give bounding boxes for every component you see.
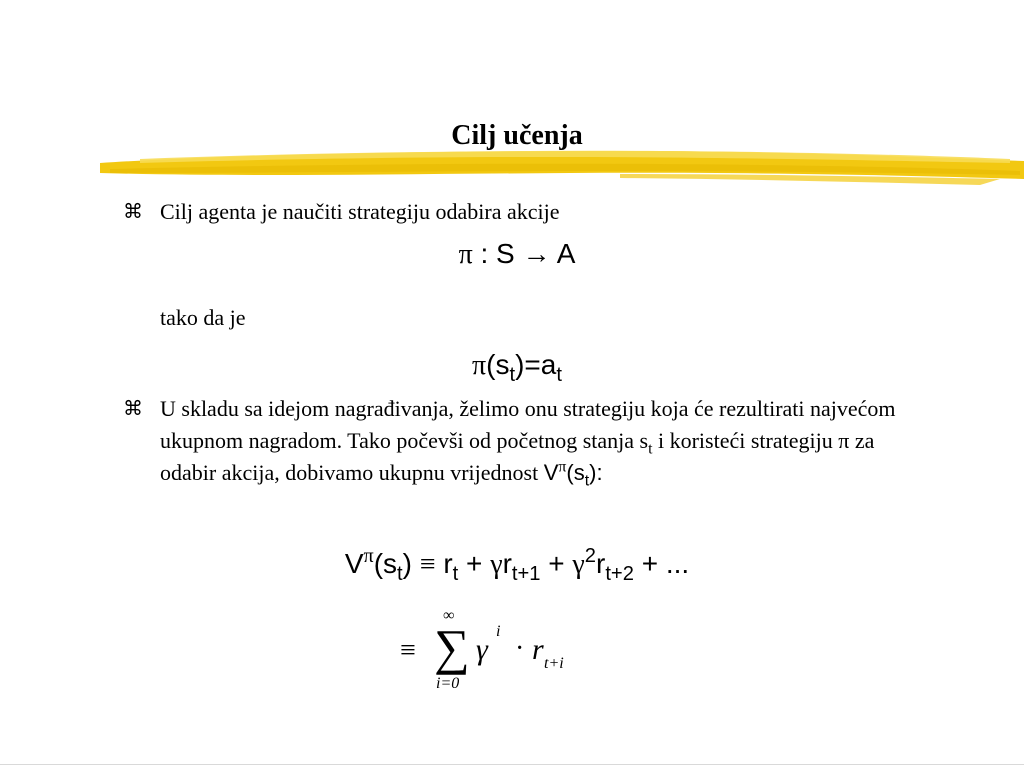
r-subscript: t+i [544,655,564,672]
f3-r: r [596,548,606,579]
sigma-symbol: ∑ [434,619,470,675]
f3-plus: + [540,548,573,579]
arrow-icon: → [522,239,551,270]
f3-sub: t [452,563,459,586]
formula1-domain: : S [472,238,523,269]
formula2-part: (s [486,349,510,380]
f3-sub: t+2 [605,563,634,586]
bullet-2-text [160,393,920,489]
f3-plus: + [458,548,491,579]
bullet-2-part: U skladu sa idejom nagrađivanja, želimo onu strategiju koja će rezultirati najvećom ukupnom nagradom. Tako počevši od početnog stanja s [160,396,896,453]
f3-close: ) [402,548,420,579]
bullet-1-text: Cilj agenta je naučiti strategiju odabira akcije [160,199,560,224]
f3-v: V [344,548,364,579]
dot-operator: · [515,633,525,664]
f3-v-sup: π [363,544,374,567]
formula2-sub: t [556,364,562,387]
sum-upper-limit: ∞ [443,607,455,624]
slide-title: Cilj učenja [451,120,583,151]
footer-divider [0,764,1024,765]
pi-symbol: π [472,350,487,381]
bullet-icon: ⌘ [123,201,143,223]
bullet-2-sub: t [648,440,653,458]
value-v-arg: (s [566,460,585,485]
title-underline-brush [100,145,1024,190]
equiv-symbol: ≡ [400,635,416,666]
f3-sup: 2 [584,544,596,567]
value-v-sup: π [558,458,567,476]
formula-policy-action [0,349,1024,387]
bullet-2-part: i koristeći strategiju [652,428,839,453]
bullet-2-part: za odabir akcija, dobivamo ukupnu vrijednost [160,428,875,485]
gamma-symbol: γ [490,549,503,580]
value-v-sub: t [584,472,590,490]
pi-symbol: π [458,239,473,270]
f3-r: r [502,548,512,579]
tako-da-je-text: tako da je [160,305,246,330]
gamma-symbol: γ [476,633,488,666]
f3-sub: t+1 [511,563,541,586]
formula1-codomain: A [550,238,576,269]
equiv-symbol: ≡ [419,549,436,580]
value-v: V [543,460,559,485]
pi-symbol: π [838,428,850,453]
value-v-end: ): [589,460,603,485]
formula-sum [400,605,600,700]
formula-value-expansion [0,544,1024,586]
bullet-icon: ⌘ [123,398,143,420]
f3-open: (s [373,548,398,579]
gamma-symbol: γ [572,549,585,580]
formula-policy-mapping [0,238,1024,271]
formula2-sub: t [509,364,516,387]
sum-lower-limit: i=0 [436,675,460,692]
r-symbol: r [532,633,544,666]
formula2-part: )=a [515,349,557,380]
gamma-exponent: i [496,623,501,640]
f3-sub: t [397,563,403,586]
f3-tail: + ... [633,548,690,579]
f3-r: r [435,548,453,579]
